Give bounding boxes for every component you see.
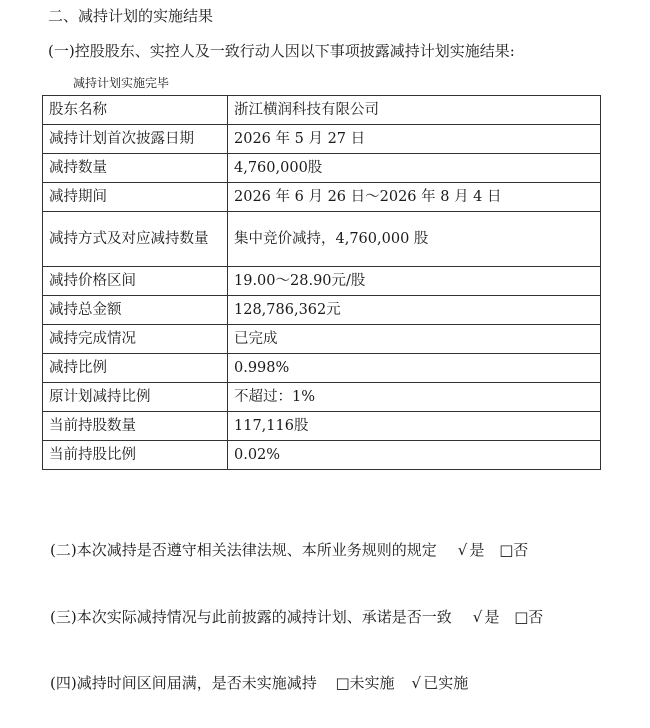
row-label: 减持期间 [43,183,228,212]
row-label: 原计划减持比例 [43,383,228,412]
table-row [43,267,601,296]
row-value: 集中竞价减持，4,760,000 股 [228,212,601,267]
row-value: 不超过：1% [228,383,601,412]
row-label: 股东名称 [43,96,228,125]
table-row [43,125,601,154]
row-value: 0.998% [228,354,601,383]
row-value: 4,760,000股 [228,154,601,183]
table-row [43,354,601,383]
table-row [43,296,601,325]
option-no [514,608,543,626]
option-yes [456,541,485,559]
consistency-question [50,607,543,627]
empty-box-icon: □ [499,541,514,559]
row-label: 减持比例 [43,354,228,383]
compliance-question [50,540,528,560]
option-label: 否 [513,541,529,559]
option-yes [471,608,500,626]
row-value: 已完成 [228,325,601,354]
row-label: 减持数量 [43,154,228,183]
option-label: 未实施 [349,674,395,692]
row-value: 0.02% [228,441,601,470]
empty-box-icon: □ [335,674,350,692]
question-text: (四)减持时间区间届满，是否未实施减持 [50,674,317,692]
check-mark-icon: √ [411,674,422,692]
row-label: 减持方式及对应减持数量 [43,212,228,267]
row-label: 当前持股比例 [43,441,228,470]
option-label: 否 [528,608,544,626]
option-label: 是 [469,541,485,559]
table-row [43,183,601,212]
option-implemented [409,674,468,692]
row-value: 2026 年 5 月 27 日 [228,125,601,154]
section-title: 二、减持计划的实施结果 [48,7,214,25]
row-label: 减持价格区间 [43,267,228,296]
subsection-heading: (一)控股股东、实控人及一致行动人因以下事项披露减持计划实施结果: [48,42,515,60]
row-label: 减持完成情况 [43,325,228,354]
table-row [43,154,601,183]
row-label: 减持总金额 [43,296,228,325]
expiry-question [50,673,468,693]
question-text: (三)本次实际减持情况与此前披露的减持计划、承诺是否一致 [50,608,452,626]
option-label: 是 [484,608,500,626]
empty-box-icon: □ [514,608,529,626]
option-no [499,541,528,559]
option-not-implemented [336,674,395,692]
table-row [43,325,601,354]
table-caption: 减持计划实施完毕 [73,76,170,90]
table-row [43,383,601,412]
check-mark-icon: √ [457,541,468,559]
row-value: 浙江横润科技有限公司 [228,96,601,125]
row-value: 117,116股 [228,412,601,441]
question-text: (二)本次减持是否遵守相关法律法规、本所业务规则的规定 [50,541,437,559]
table-row [43,212,601,267]
reduction-result-table [42,95,601,470]
row-value: 2026 年 6 月 26 日～2026 年 8 月 4 日 [228,183,601,212]
row-label: 减持计划首次披露日期 [43,125,228,154]
table-row [43,441,601,470]
table-row [43,412,601,441]
check-mark-icon: √ [472,608,483,626]
option-label: 已实施 [423,674,469,692]
table-row [43,96,601,125]
row-value: 19.00～28.90元/股 [228,267,601,296]
row-value: 128,786,362元 [228,296,601,325]
row-label: 当前持股数量 [43,412,228,441]
